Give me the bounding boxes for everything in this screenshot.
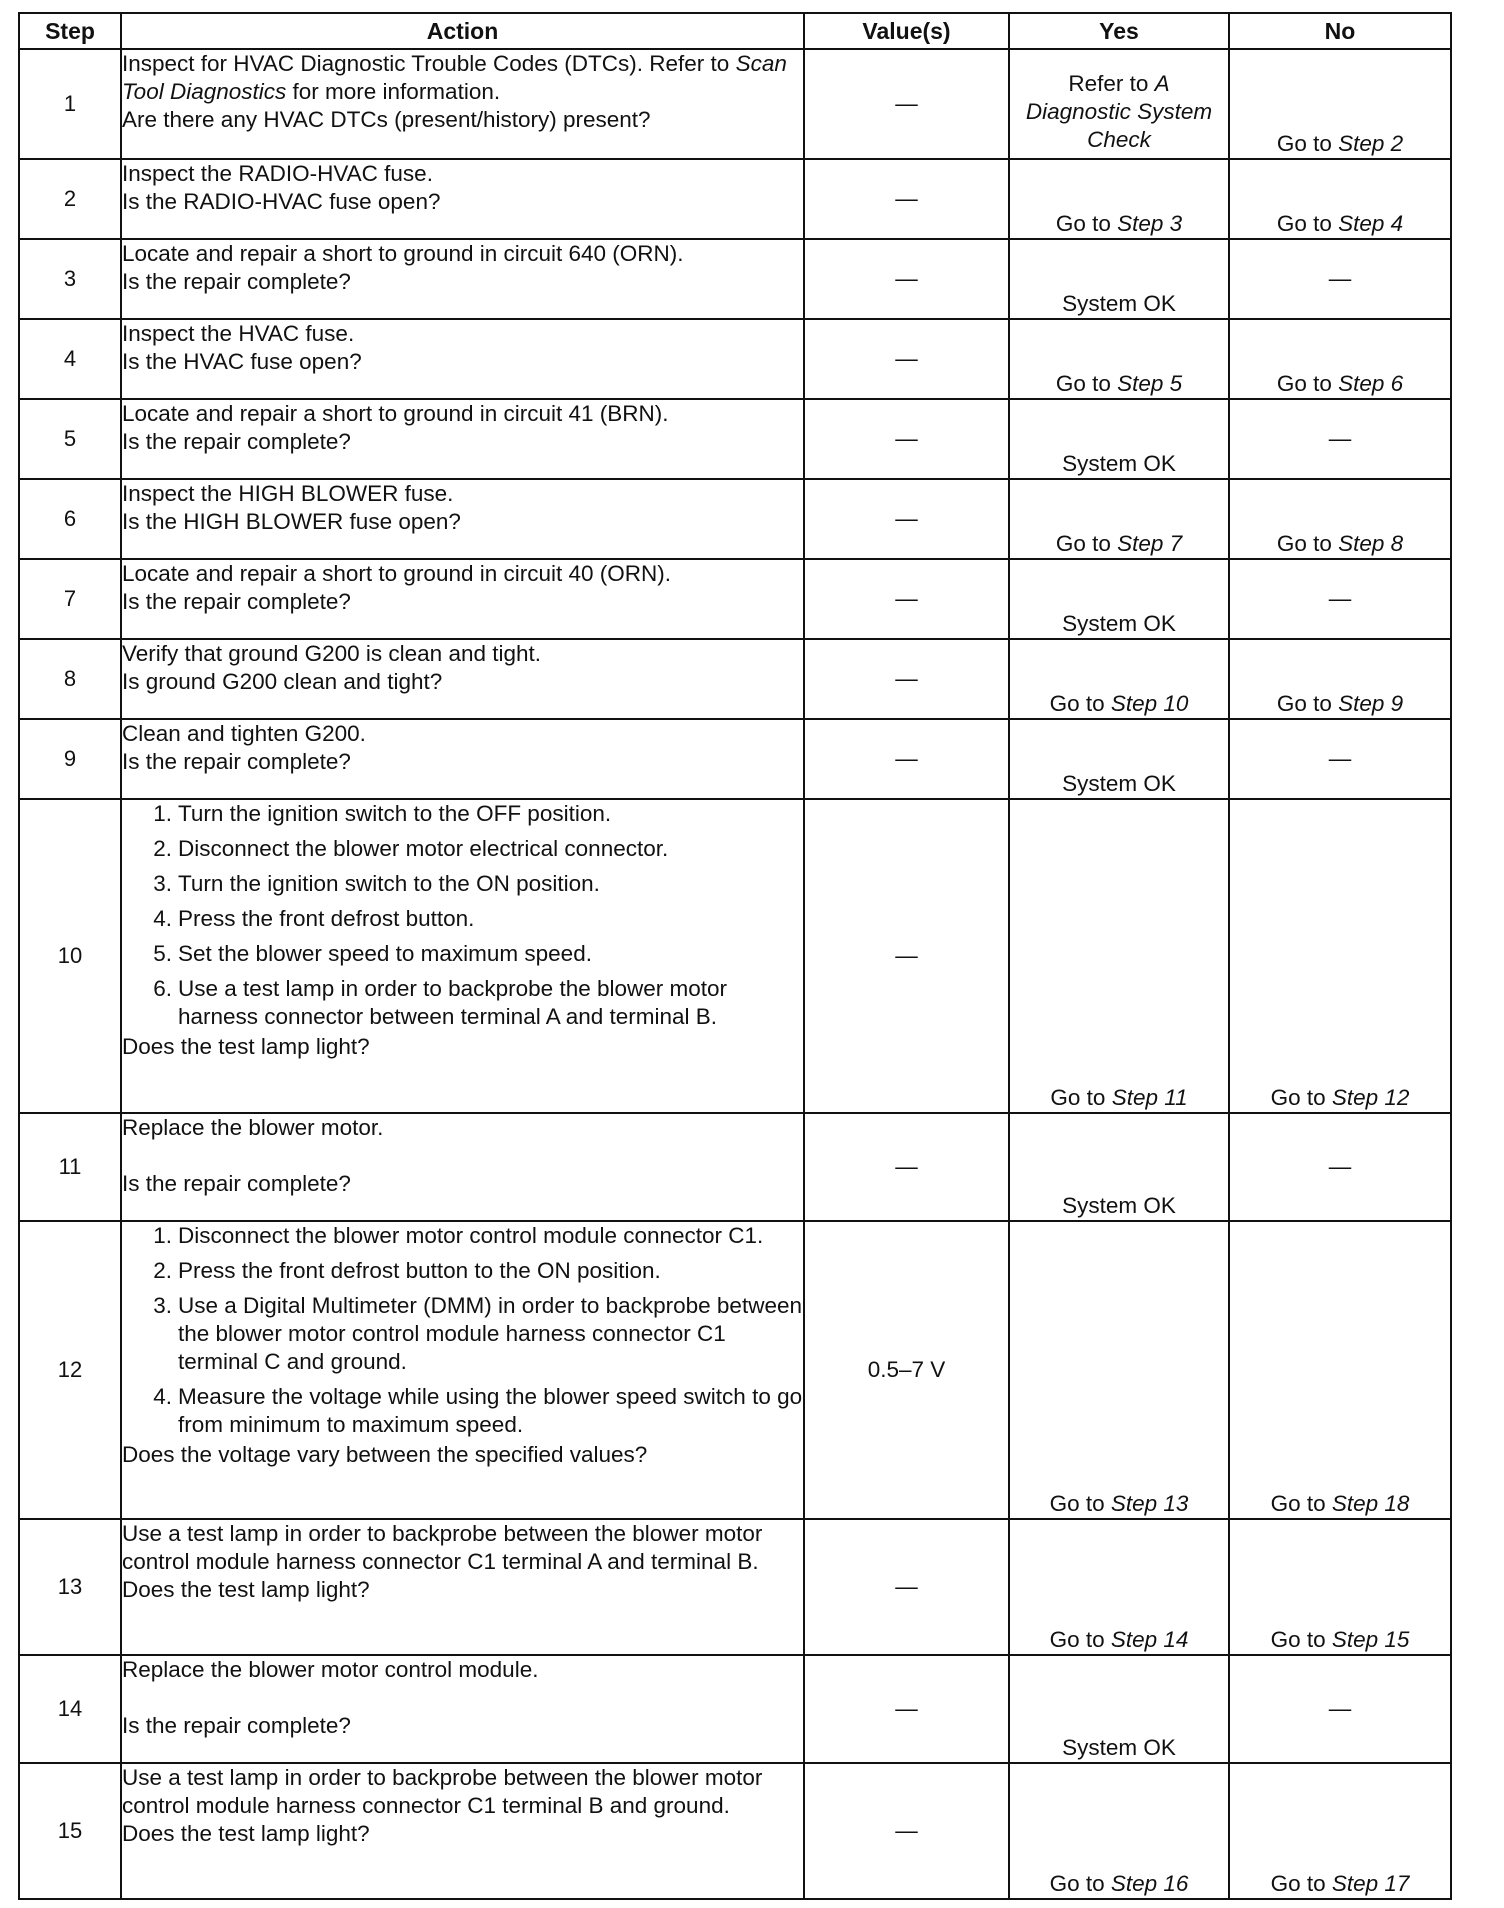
list-number: 3.	[153, 1293, 172, 1318]
yes-reference: Step 16	[1110, 1871, 1189, 1896]
step-number: 9	[19, 719, 121, 799]
step-number: 14	[19, 1655, 121, 1763]
instruction-text: Clean and tighten G200.	[122, 721, 366, 746]
yes-cell	[1009, 319, 1229, 399]
value-cell: —	[804, 399, 1009, 479]
action-cell	[121, 799, 804, 1113]
yes-cell: System OK	[1009, 1655, 1229, 1763]
list-item	[122, 1383, 803, 1439]
step-number: 10	[19, 799, 121, 1113]
question-text: Does the test lamp light?	[122, 1821, 370, 1846]
list-number: 2.	[153, 1258, 172, 1283]
yes-reference: A Diagnostic System Check	[1025, 71, 1213, 152]
value-cell: —	[804, 319, 1009, 399]
no-cell: —	[1229, 559, 1451, 639]
spacer	[122, 1142, 803, 1170]
list-text: Disconnect the blower motor electrical connector.	[178, 836, 669, 861]
instruction-text: Verify that ground G200 is clean and tight.	[122, 641, 542, 666]
yes-cell	[1009, 799, 1229, 1113]
no-reference: Step 6	[1338, 371, 1404, 396]
yes-cell: System OK	[1009, 1113, 1229, 1221]
no-prefix: Go to	[1276, 531, 1339, 556]
yes-cell	[1009, 1221, 1229, 1519]
yes-cell	[1009, 639, 1229, 719]
action-cell	[121, 559, 804, 639]
action-cell	[121, 239, 804, 319]
action-cell	[121, 1763, 804, 1899]
table-row	[19, 559, 1451, 639]
value-cell: 0.5–7 V	[804, 1221, 1009, 1519]
list-item	[122, 1257, 803, 1285]
value-cell: —	[804, 639, 1009, 719]
yes-prefix: Refer to	[1068, 71, 1155, 96]
instruction-text: Locate and repair a short to ground in circuit 40 (ORN).	[122, 561, 672, 586]
value-cell: —	[804, 799, 1009, 1113]
yes-cell	[1009, 49, 1229, 159]
yes-cell	[1009, 159, 1229, 239]
yes-cell: System OK	[1009, 719, 1229, 799]
table-row	[19, 1763, 1451, 1899]
no-cell	[1229, 49, 1451, 159]
procedure-list	[122, 800, 803, 1031]
yes-reference: Step 7	[1117, 531, 1183, 556]
question-text: Does the test lamp light?	[122, 1577, 370, 1602]
list-number: 2.	[153, 836, 172, 861]
table-row	[19, 1655, 1451, 1763]
step-number: 5	[19, 399, 121, 479]
no-prefix: Go to	[1270, 1871, 1332, 1896]
yes-cell: System OK	[1009, 559, 1229, 639]
no-cell	[1229, 1763, 1451, 1899]
action-cell	[121, 399, 804, 479]
no-reference: Step 2	[1338, 131, 1404, 156]
header-values: Value(s)	[804, 13, 1009, 49]
no-prefix: Go to	[1270, 1085, 1332, 1110]
value-cell: —	[804, 479, 1009, 559]
list-number: 6.	[153, 976, 172, 1001]
table-row	[19, 1113, 1451, 1221]
yes-prefix: Go to	[1049, 691, 1111, 716]
table-row	[19, 319, 1451, 399]
list-number: 1.	[153, 801, 172, 826]
no-reference: Step 4	[1338, 211, 1404, 236]
instruction-text: Inspect the HVAC fuse.	[122, 321, 355, 346]
no-cell	[1229, 1221, 1451, 1519]
no-prefix: Go to	[1276, 211, 1339, 236]
yes-cell	[1009, 1519, 1229, 1655]
instruction-text	[122, 50, 803, 106]
list-item	[122, 905, 803, 933]
question-text: Does the test lamp light?	[122, 1034, 370, 1059]
table-row	[19, 399, 1451, 479]
no-cell: —	[1229, 1113, 1451, 1221]
yes-cell	[1009, 1763, 1229, 1899]
value-cell: —	[804, 1763, 1009, 1899]
action-cell	[121, 1221, 804, 1519]
table-row	[19, 799, 1451, 1113]
step-number: 4	[19, 319, 121, 399]
list-number: 1.	[153, 1223, 172, 1248]
action-cell	[121, 1519, 804, 1655]
no-cell: —	[1229, 239, 1451, 319]
yes-cell: System OK	[1009, 239, 1229, 319]
table-row	[19, 49, 1451, 159]
list-text: Press the front defrost button to the ON position.	[178, 1258, 661, 1283]
action-cell	[121, 1113, 804, 1221]
header-step: Step	[19, 13, 121, 49]
action-cell	[121, 639, 804, 719]
no-prefix: Go to	[1276, 371, 1339, 396]
step-number: 6	[19, 479, 121, 559]
value-cell: —	[804, 1113, 1009, 1221]
instruction-text: Inspect the HIGH BLOWER fuse.	[122, 481, 454, 506]
yes-reference: Step 14	[1110, 1627, 1189, 1652]
no-cell: —	[1229, 399, 1451, 479]
list-text: Measure the voltage while using the blower speed switch to go from minimum to maximum speed.	[178, 1384, 803, 1437]
no-prefix: Go to	[1276, 131, 1339, 156]
question-text: Does the voltage vary between the specified values?	[122, 1442, 648, 1467]
step-number: 12	[19, 1221, 121, 1519]
no-prefix: Go to	[1276, 691, 1339, 716]
yes-reference: Step 3	[1117, 211, 1183, 236]
no-reference: Step 9	[1338, 691, 1404, 716]
step-number: 7	[19, 559, 121, 639]
question-text: Is the HVAC fuse open?	[122, 349, 362, 374]
no-reference: Step 17	[1331, 1871, 1410, 1896]
list-text: Use a Digital Multimeter (DMM) in order to backprobe between the blower motor control module harness connector C1 terminal C and ground.	[178, 1293, 802, 1374]
table-row	[19, 1519, 1451, 1655]
list-item	[122, 1292, 803, 1376]
value-cell: —	[804, 559, 1009, 639]
value-cell: —	[804, 239, 1009, 319]
instruction-text: Replace the blower motor.	[122, 1115, 384, 1140]
table-row	[19, 239, 1451, 319]
step-number: 13	[19, 1519, 121, 1655]
yes-prefix: Go to	[1049, 1871, 1111, 1896]
yes-reference: Step 11	[1111, 1085, 1188, 1110]
yes-cell	[1009, 479, 1229, 559]
question-text: Is the repair complete?	[122, 1713, 351, 1738]
yes-reference: Step 5	[1117, 371, 1183, 396]
no-reference: Step 15	[1331, 1627, 1410, 1652]
step-number: 15	[19, 1763, 121, 1899]
list-item	[122, 940, 803, 968]
no-reference: Step 8	[1338, 531, 1404, 556]
action-cell	[121, 719, 804, 799]
list-text: Press the front defrost button.	[178, 906, 475, 931]
list-item	[122, 975, 803, 1031]
question-text: Is the RADIO-HVAC fuse open?	[122, 189, 441, 214]
diagnostic-table	[18, 12, 1452, 1900]
table-row	[19, 479, 1451, 559]
header-yes: Yes	[1009, 13, 1229, 49]
list-number: 3.	[153, 871, 172, 896]
yes-reference: Step 13	[1110, 1491, 1189, 1516]
question-text: Are there any HVAC DTCs (present/history) present?	[122, 107, 651, 132]
question-text: Is the repair complete?	[122, 589, 351, 614]
list-text: Use a test lamp in order to backprobe the blower motor harness connector between terminal A and terminal B.	[178, 976, 728, 1029]
instruction-text: Locate and repair a short to ground in circuit 41 (BRN).	[122, 401, 669, 426]
value-cell: —	[804, 1519, 1009, 1655]
list-item	[122, 1222, 803, 1250]
question-text: Is the HIGH BLOWER fuse open?	[122, 509, 461, 534]
yes-prefix: Go to	[1055, 371, 1118, 396]
question-text: Is the repair complete?	[122, 1171, 351, 1196]
table-row	[19, 639, 1451, 719]
list-number: 5.	[153, 941, 172, 966]
yes-prefix: Go to	[1055, 531, 1118, 556]
list-number: 4.	[153, 906, 172, 931]
no-reference: Step 18	[1331, 1491, 1410, 1516]
step-number: 3	[19, 239, 121, 319]
no-cell: —	[1229, 719, 1451, 799]
yes-prefix: Go to	[1049, 1491, 1111, 1516]
no-cell	[1229, 639, 1451, 719]
header-no: No	[1229, 13, 1451, 49]
procedure-list	[122, 1222, 803, 1439]
action-cell	[121, 49, 804, 159]
value-cell: —	[804, 49, 1009, 159]
value-cell: —	[804, 719, 1009, 799]
instruction-part: Inspect for HVAC Diagnostic Trouble Codes (DTCs). Refer to	[122, 51, 736, 76]
instruction-text: Use a test lamp in order to backprobe between the blower motor control module harness connector C1 terminal A and terminal B.	[122, 1521, 763, 1574]
yes-prefix: Go to	[1055, 211, 1118, 236]
list-item	[122, 870, 803, 898]
list-text: Set the blower speed to maximum speed.	[178, 941, 592, 966]
table-row	[19, 159, 1451, 239]
action-cell	[121, 159, 804, 239]
no-cell	[1229, 159, 1451, 239]
list-item	[122, 800, 803, 828]
question-text: Is ground G200 clean and tight?	[122, 669, 443, 694]
no-cell: —	[1229, 1655, 1451, 1763]
table-row	[19, 1221, 1451, 1519]
instruction-text: Use a test lamp in order to backprobe between the blower motor control module harness connector C1 terminal B and ground.	[122, 1765, 763, 1818]
instruction-part: for more information.	[286, 79, 501, 104]
no-cell	[1229, 319, 1451, 399]
step-number: 8	[19, 639, 121, 719]
step-number: 11	[19, 1113, 121, 1221]
list-number: 4.	[153, 1384, 172, 1409]
yes-cell: System OK	[1009, 399, 1229, 479]
instruction-text: Inspect the RADIO-HVAC fuse.	[122, 161, 433, 186]
question-text: Is the repair complete?	[122, 269, 351, 294]
yes-prefix: Go to	[1049, 1627, 1111, 1652]
reference-link: Scan Tool Diagnostics	[122, 51, 787, 104]
question-text: Is the repair complete?	[122, 749, 351, 774]
yes-reference: Step 10	[1110, 691, 1189, 716]
header-action: Action	[121, 13, 804, 49]
action-cell	[121, 479, 804, 559]
table-row	[19, 719, 1451, 799]
no-prefix: Go to	[1270, 1491, 1332, 1516]
list-text: Disconnect the blower motor control module connector C1.	[178, 1223, 764, 1248]
header-row	[19, 13, 1451, 49]
list-text: Turn the ignition switch to the ON position.	[178, 871, 600, 896]
no-prefix: Go to	[1270, 1627, 1332, 1652]
list-item	[122, 835, 803, 863]
step-number: 2	[19, 159, 121, 239]
no-cell	[1229, 479, 1451, 559]
value-cell: —	[804, 1655, 1009, 1763]
instruction-text: Replace the blower motor control module.	[122, 1657, 539, 1682]
question-text: Is the repair complete?	[122, 429, 351, 454]
action-cell	[121, 319, 804, 399]
no-reference: Step 12	[1331, 1085, 1410, 1110]
no-cell	[1229, 1519, 1451, 1655]
list-text: Turn the ignition switch to the OFF position.	[178, 801, 612, 826]
spacer	[122, 1684, 803, 1712]
action-cell	[121, 1655, 804, 1763]
instruction-text: Locate and repair a short to ground in circuit 640 (ORN).	[122, 241, 684, 266]
yes-prefix: Go to	[1050, 1085, 1112, 1110]
no-cell	[1229, 799, 1451, 1113]
value-cell: —	[804, 159, 1009, 239]
step-number: 1	[19, 49, 121, 159]
